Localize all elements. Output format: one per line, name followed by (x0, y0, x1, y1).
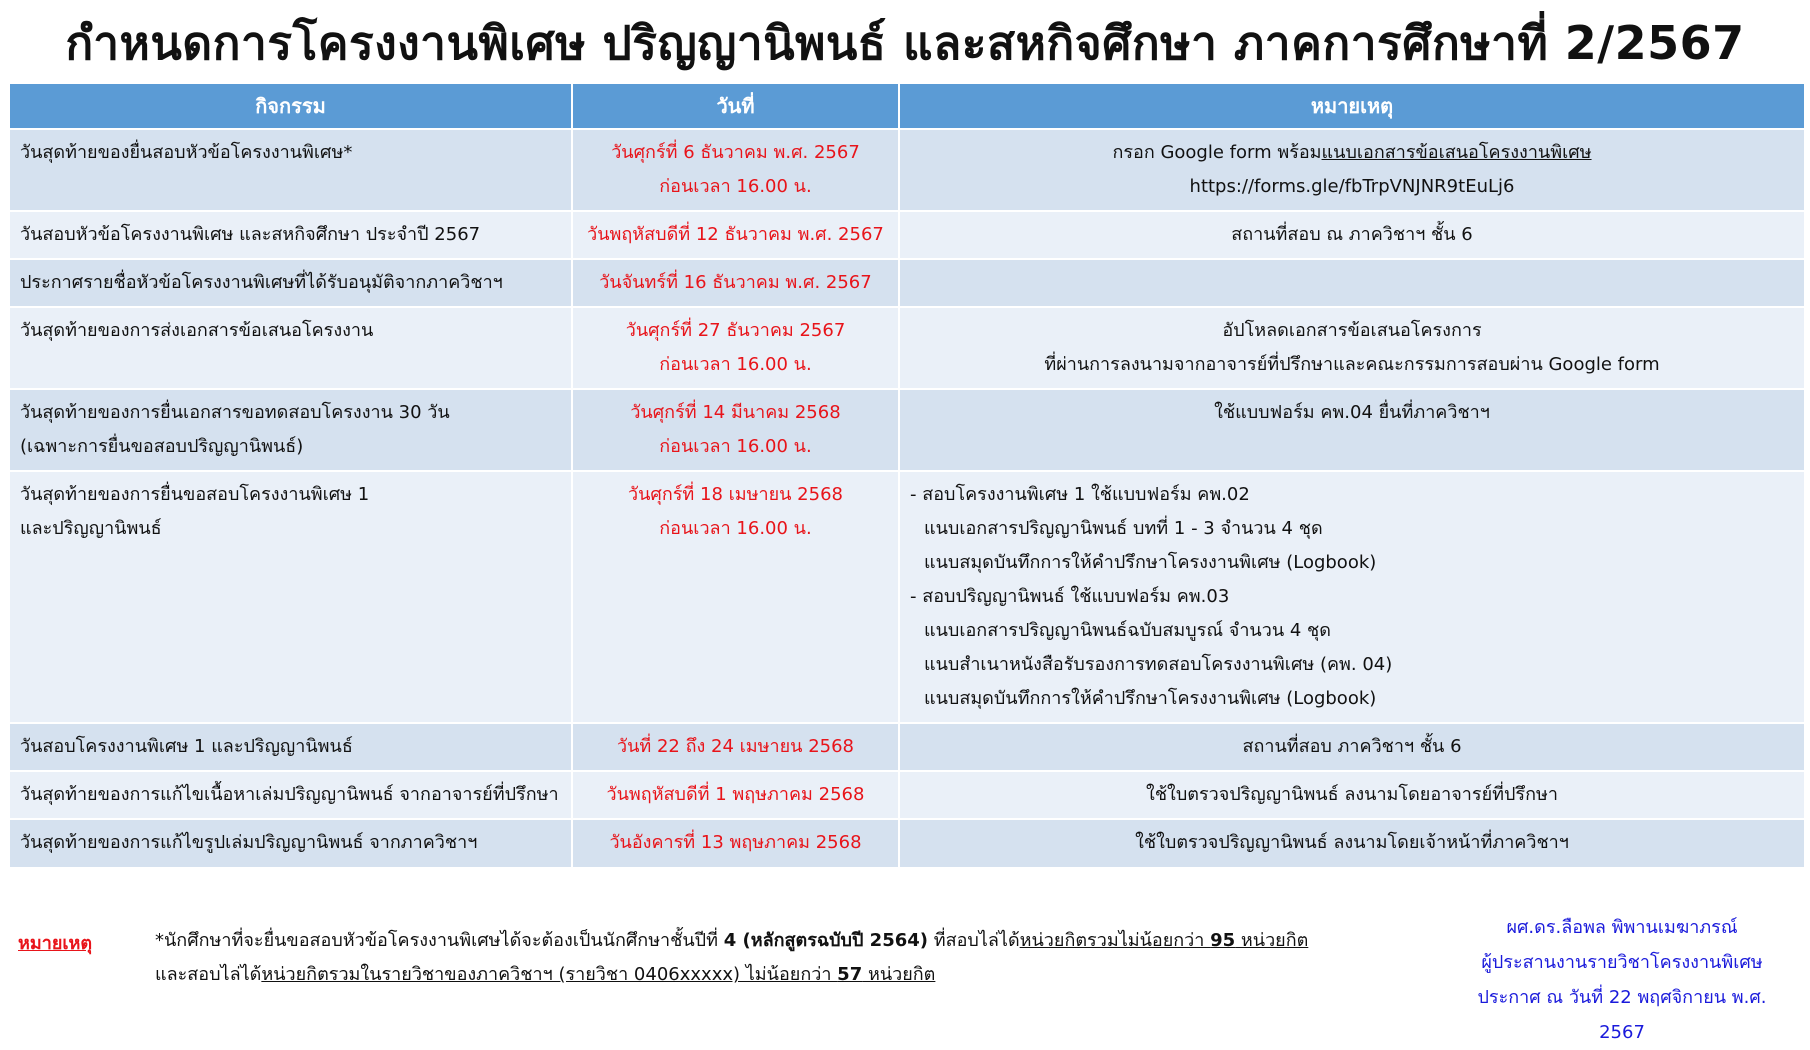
note-list-item: แนบเอกสารปริญญานิพนธ์ บทที่ 1 - 3 จำนวน 4 ชุด (924, 518, 1323, 539)
footer-curriculum: 4 (หลักสูตรฉบับปี 2564) (723, 930, 928, 951)
note-cell (899, 723, 1805, 771)
activity-cell (9, 129, 572, 211)
proposal-doc-link[interactable]: แนบเอกสารข้อเสนอโครงงานพิเศษ (1321, 142, 1592, 163)
activity-cell (9, 723, 572, 771)
date-text: วันศุกร์ที่ 18 เมษายน 2568 (628, 484, 843, 505)
activity-text: และปริญญานิพนธ์ (20, 518, 162, 539)
activity-text: วันสุดท้ายของการยื่นเอกสารขอทดสอบโครงงาน 30 วัน (20, 402, 450, 423)
table-row (9, 471, 1805, 723)
date-cell (572, 259, 899, 307)
note-cell (899, 307, 1805, 389)
date-text: วันอังคารที่ 13 พฤษภาคม 2568 (609, 832, 862, 853)
table-row (9, 129, 1805, 211)
date-text: วันพฤหัสบดีที่ 12 ธันวาคม พ.ศ. 2567 (587, 224, 884, 245)
time-text: ก่อนเวลา 16.00 น. (659, 176, 812, 197)
footer-remark-text (155, 924, 1415, 992)
activity-text: (เฉพาะการยื่นขอสอบปริญญานิพนธ์) (20, 436, 304, 457)
footer-dept-credit-req (261, 964, 935, 985)
note-list-item: - สอบปริญญานิพนธ์ ใช้แบบฟอร์ม คพ.03 (910, 586, 1230, 607)
activity-text: วันสุดท้ายของการแก้ไขเนื้อหาเล่มปริญญานิพนธ์ จากอาจารย์ที่ปรึกษา (20, 784, 559, 805)
date-text: วันศุกร์ที่ 6 ธันวาคม พ.ศ. 2567 (611, 142, 860, 163)
date-cell (572, 723, 899, 771)
footer-text-part: หน่วยกิต (1235, 930, 1309, 951)
date-text: วันพฤหัสบดีที่ 1 พฤษภาคม 2568 (606, 784, 865, 805)
date-cell (572, 211, 899, 259)
note-list-item: แนบสมุดบันทึกการให้คำปรึกษาโครงงานพิเศษ (Logbook) (924, 552, 1377, 573)
note-list-item: แนบเอกสารปริญญานิพนธ์ฉบับสมบูรณ์ จำนวน 4 ชุด (924, 620, 1331, 641)
activity-text: วันสอบหัวข้อโครงงานพิเศษ และสหกิจศึกษา ประจำปี 2567 (20, 224, 481, 245)
time-text: ก่อนเวลา 16.00 น. (659, 436, 812, 457)
table-row (9, 723, 1805, 771)
activity-text: วันสอบโครงงานพิเศษ 1 และปริญญานิพนธ์ (20, 736, 353, 757)
footer-text-part: ที่สอบไล่ได้ (928, 930, 1020, 951)
note-cell (899, 259, 1805, 307)
activity-cell (9, 259, 572, 307)
signature-block (1452, 910, 1792, 1050)
table-row (9, 307, 1805, 389)
date-cell (572, 389, 899, 471)
footer-credit-number: 57 (837, 964, 863, 985)
footer-remark-label: หมายเหตุ (18, 933, 93, 954)
header-activity: กิจกรรม (9, 83, 572, 129)
activity-cell (9, 389, 572, 471)
note-text: กรอก Google form พร้อม (1112, 142, 1322, 163)
footer-text-part: หน่วยกิตรวมไม่น้อยกว่า (1019, 930, 1211, 951)
footer-text-part: *นักศึกษาที่จะยื่นขอสอบหัวข้อโครงงานพิเศษได้จะต้องเป็นนักศึกษาชั้นปีที่ (155, 930, 724, 951)
time-text: ก่อนเวลา 16.00 น. (659, 354, 812, 375)
date-cell (572, 471, 899, 723)
activity-cell (9, 819, 572, 867)
activity-text: วันสุดท้ายของยื่นสอบหัวข้อโครงงานพิเศษ* (20, 142, 353, 163)
note-cell (899, 819, 1805, 867)
footer-text-part: หน่วยกิตรวมในรายวิชาของภาควิชาฯ (รายวิชา 0406xxxxx) ไม่น้อยกว่า (261, 964, 838, 985)
activity-cell (9, 211, 572, 259)
note-list-item: แนบสำเนาหนังสือรับรองการทดสอบโครงงานพิเศษ (คพ. 04) (924, 654, 1393, 675)
note-line (910, 136, 1794, 170)
table-header-row (9, 83, 1805, 129)
time-text: ก่อนเวลา 16.00 น. (659, 518, 812, 539)
note-text: ใช้ใบตรวจปริญญานิพนธ์ ลงนามโดยอาจารย์ที่ปรึกษา (1146, 784, 1558, 805)
schedule-table (8, 82, 1806, 867)
signature-position: ผู้ประสานงานรายวิชาโครงงานพิเศษ (1481, 952, 1763, 973)
note-text: ใช้แบบฟอร์ม คพ.04 ยื่นที่ภาควิชาฯ (1214, 402, 1490, 423)
footer-credit-req (1020, 930, 1309, 951)
date-text: วันศุกร์ที่ 14 มีนาคม 2568 (630, 402, 841, 423)
footer-line-1 (155, 924, 1415, 958)
note-text: สถานที่สอบ ภาควิชาฯ ชั้น 6 (1242, 736, 1462, 757)
note-list-item: - สอบโครงงานพิเศษ 1 ใช้แบบฟอร์ม คพ.02 (910, 484, 1250, 505)
note-text: สถานที่สอบ ณ ภาควิชาฯ ชั้น 6 (1231, 224, 1473, 245)
footer-credit-number: 95 (1210, 930, 1236, 951)
footer-text-part: และสอบไล่ได้ (155, 964, 262, 985)
note-cell (899, 211, 1805, 259)
note-cell (899, 471, 1805, 723)
date-cell (572, 129, 899, 211)
activity-text: ประกาศรายชื่อหัวข้อโครงงานพิเศษที่ได้รับอนุมัติจากภาควิชาฯ (20, 272, 503, 293)
date-text: วันศุกร์ที่ 27 ธันวาคม 2567 (625, 320, 846, 341)
note-list-item: แนบสมุดบันทึกการให้คำปรึกษาโครงงานพิเศษ (Logbook) (924, 688, 1377, 709)
activity-text: วันสุดท้ายของการส่งเอกสารข้อเสนอโครงงาน (20, 320, 374, 341)
note-cell (899, 129, 1805, 211)
table-row (9, 259, 1805, 307)
table-row (9, 819, 1805, 867)
table-row (9, 771, 1805, 819)
activity-text: วันสุดท้ายของการแก้ไขรูปเล่มปริญญานิพนธ์ จากภาควิชาฯ (20, 832, 478, 853)
date-text: วันที่ 22 ถึง 24 เมษายน 2568 (616, 736, 855, 757)
activity-text: วันสุดท้ายของการยื่นขอสอบโครงงานพิเศษ 1 (20, 484, 370, 505)
google-form-url[interactable]: https://forms.gle/fbTrpVNJNR9tEuLj6 (1189, 176, 1515, 197)
signature-name: ผศ.ดร.ลือพล พิพานเมฆาภรณ์ (1506, 917, 1738, 938)
footer-text-part: หน่วยกิต (862, 964, 936, 985)
activity-cell (9, 471, 572, 723)
footer-line-2 (155, 958, 1415, 992)
header-note: หมายเหตุ (899, 83, 1805, 129)
date-cell (572, 819, 899, 867)
date-cell (572, 307, 899, 389)
date-cell (572, 771, 899, 819)
activity-cell (9, 771, 572, 819)
table-row (9, 389, 1805, 471)
note-text: ที่ผ่านการลงนามจากอาจารย์ที่ปรึกษาและคณะกรรมการสอบผ่าน Google form (1044, 354, 1660, 375)
note-cell (899, 771, 1805, 819)
note-text: ใช้ใบตรวจปริญญานิพนธ์ ลงนามโดยเจ้าหน้าที่ภาควิชาฯ (1135, 832, 1569, 853)
table-row (9, 211, 1805, 259)
date-text: วันจันทร์ที่ 16 ธันวาคม พ.ศ. 2567 (599, 272, 872, 293)
activity-cell (9, 307, 572, 389)
note-cell (899, 389, 1805, 471)
announcement-date: ประกาศ ณ วันที่ 22 พฤศจิกายน พ.ศ. 2567 (1477, 987, 1767, 1043)
note-text: อัปโหลดเอกสารข้อเสนอโครงการ (1222, 320, 1482, 341)
page-title: กำหนดการโครงงานพิเศษ ปริญญานิพนธ์ และสหกิจศึกษา ภาคการศึกษาที่ 2/2567 (65, 16, 1745, 70)
header-date: วันที่ (572, 83, 899, 129)
